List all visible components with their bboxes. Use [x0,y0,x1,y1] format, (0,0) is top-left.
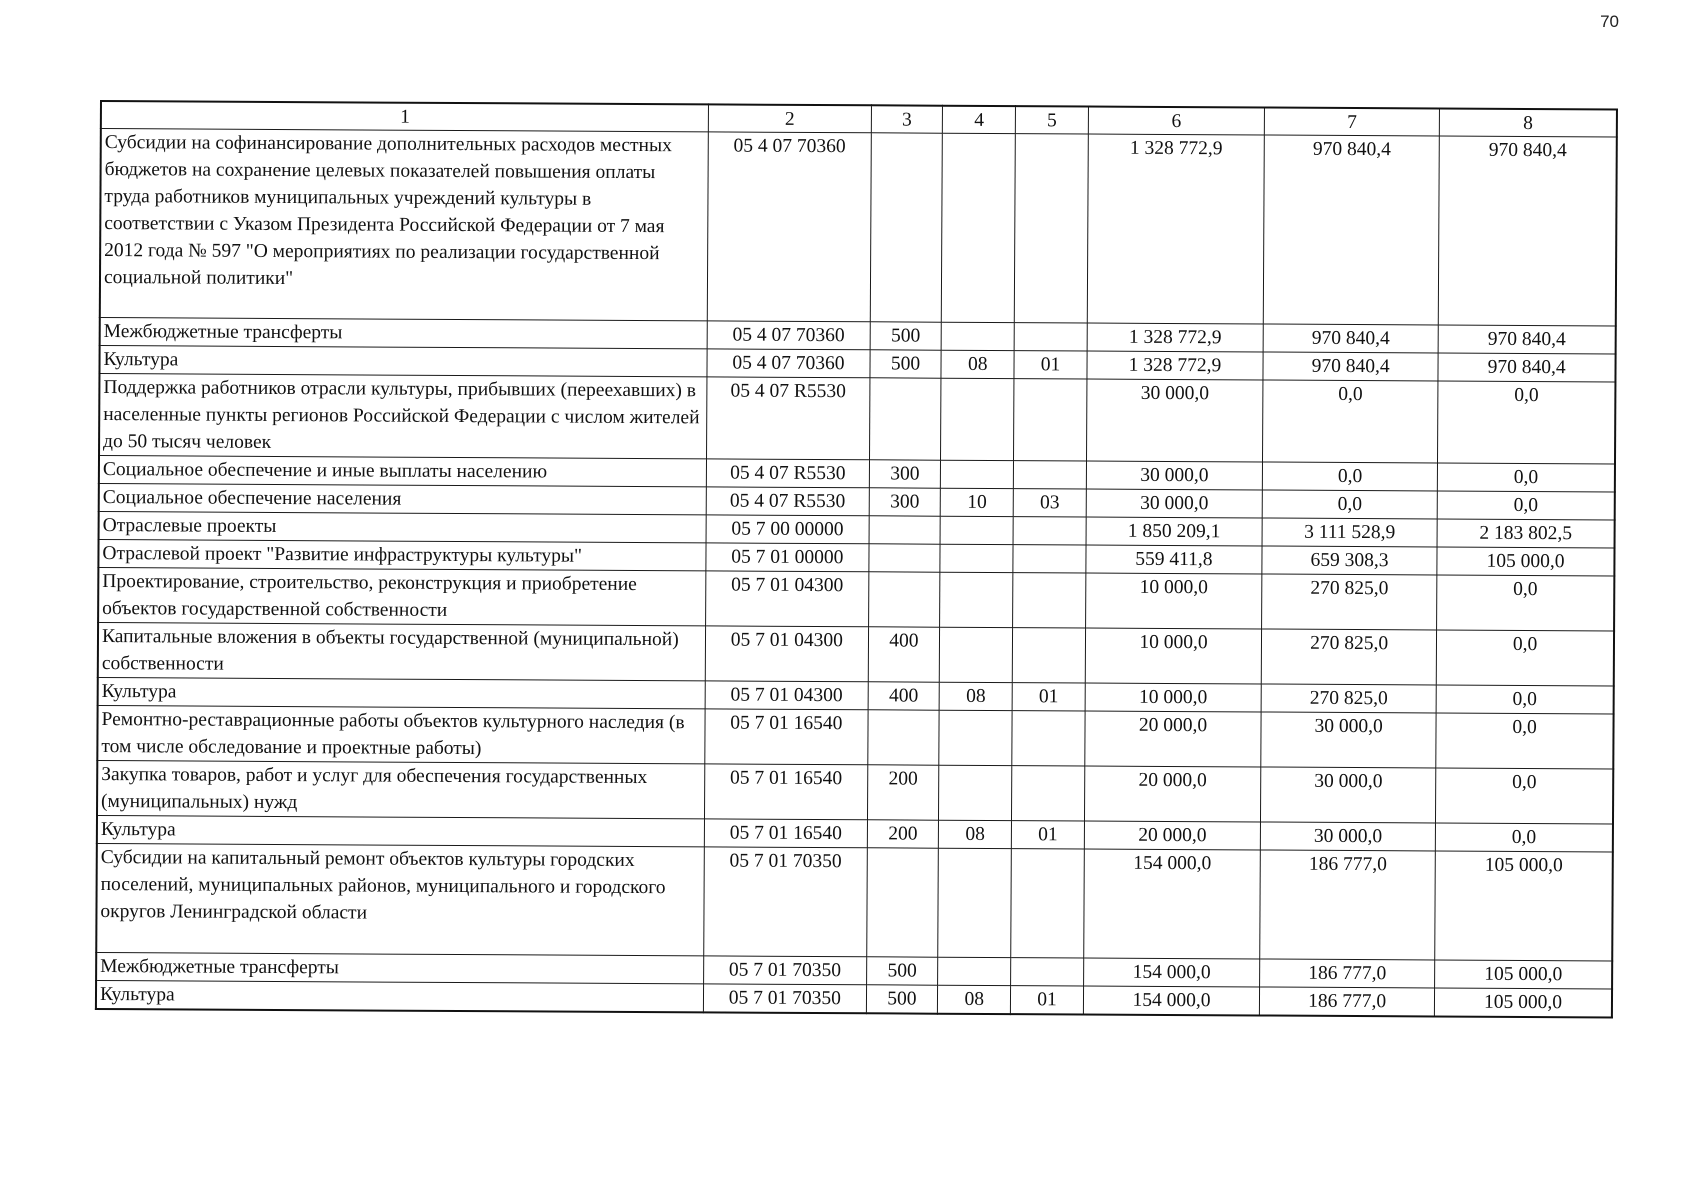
row-col-6: 154 000,0 [1084,849,1261,959]
row-col-6: 30 000,0 [1086,461,1262,490]
row-name: Отраслевые проекты [99,511,707,542]
table-row [97,760,1613,823]
row-name: Субсидии на софинансирование дополнительных расходов местных бюджетов на сохранение целевых показателей повышения оплаты труда работников муниципальных учреждений культуры в соответствии с Указом Президента Российской Федерации от 7 мая 2012 года № 597 "О мероприятиях по реализации государственной социальной политики" [100,129,709,321]
row-col-5 [1013,517,1086,545]
row-col-5 [1013,461,1086,489]
row-col-4 [938,957,1011,985]
row-col-3 [868,572,940,627]
row-col-4 [939,765,1012,820]
row-code: 05 4 07 R5530 [706,487,869,516]
row-col-4 [938,848,1011,957]
row-code: 05 7 01 70350 [704,984,867,1013]
table-row [99,374,1615,464]
row-col-3 [866,848,938,957]
row-code: 05 7 01 04300 [706,571,869,627]
row-col-4 [940,544,1013,572]
row-col-8: 970 840,4 [1438,353,1615,382]
row-code: 05 4 07 R5530 [707,459,870,488]
row-col-5: 01 [1011,821,1084,849]
row-col-7: 970 840,4 [1263,324,1438,353]
row-name: Межбюджетные трансферты [96,952,704,983]
row-col-6: 154 000,0 [1083,986,1259,1015]
column-header: 4 [943,106,1016,134]
row-name: Субсидии на капитальный ремонт объектов культуры городских поселений, муниципальных районов, муниципального и городского округов Ленинградской области [96,843,704,955]
row-col-7: 0,0 [1263,380,1439,463]
row-col-6: 1 850 209,1 [1086,517,1262,546]
row-col-5 [1014,134,1088,323]
row-col-8: 2 183 802,5 [1437,519,1614,548]
row-name: Ремонтно-реставрационные работы объектов культурного наследия (в том числе обследование и проектные работы) [97,705,705,763]
page-number: 70 [1600,12,1619,31]
row-code: 05 7 01 70350 [704,847,867,957]
row-code: 05 7 01 00000 [706,543,869,572]
row-col-3 [867,710,939,765]
row-code: 05 7 01 16540 [704,819,867,848]
row-col-7: 270 825,0 [1261,684,1436,713]
row-col-6: 20 000,0 [1084,766,1260,822]
row-col-7: 30 000,0 [1261,712,1436,768]
row-code: 05 4 07 70360 [707,349,870,378]
row-col-8: 0,0 [1437,491,1614,520]
column-header: 3 [871,105,943,133]
row-col-4 [941,460,1014,488]
column-header: 1 [101,101,709,132]
row-col-5 [1012,711,1085,766]
row-name: Социальное обеспечение населения [99,483,707,514]
row-code: 05 7 01 04300 [705,626,868,682]
row-col-5 [1012,628,1085,683]
column-header: 6 [1088,107,1264,135]
table-row [96,843,1613,960]
row-col-7: 186 777,0 [1260,959,1435,988]
budget-sheet [95,100,1618,1018]
row-col-6: 10 000,0 [1085,573,1261,629]
row-col-5 [1012,766,1085,821]
row-col-7: 270 825,0 [1261,629,1436,685]
column-header: 5 [1015,106,1088,134]
table-row [100,129,1617,326]
column-header: 7 [1264,108,1439,136]
row-name: Проектирование, строительство, реконструкция и приобретение объектов государственной собственности [98,567,706,625]
row-col-6: 30 000,0 [1086,489,1262,518]
row-col-6: 1 328 772,9 [1087,351,1263,380]
row-col-7: 0,0 [1262,490,1437,519]
table-row [98,567,1614,630]
budget-table [95,100,1618,1018]
row-col-6: 10 000,0 [1085,683,1261,712]
column-header: 8 [1440,108,1617,136]
row-col-8: 970 840,4 [1438,325,1615,354]
row-col-6: 1 328 772,9 [1087,134,1264,324]
row-col-4 [940,572,1013,627]
row-code: 05 4 07 70360 [707,132,871,322]
column-header: 2 [708,104,871,132]
row-col-4 [940,627,1013,682]
row-code: 05 4 07 R5530 [707,377,870,460]
row-col-3: 300 [869,488,941,516]
row-col-5: 01 [1014,351,1087,379]
row-col-5: 01 [1012,683,1085,711]
row-name: Поддержка работников отрасли культуры, прибывших (переехавших) в населенные пункты регионов Российской Федерации с числом жителей до 50 тысяч человек [99,374,707,459]
row-col-5 [1013,573,1086,628]
table-row [97,705,1613,768]
row-col-6: 154 000,0 [1083,958,1259,987]
row-col-5 [1013,545,1086,573]
row-col-3: 200 [867,820,939,848]
row-col-4 [941,378,1014,460]
row-col-7: 186 777,0 [1259,987,1434,1016]
row-col-3: 400 [868,627,940,682]
row-col-5: 03 [1013,489,1086,517]
row-name: Межбюджетные трансферты [100,318,708,349]
row-col-4 [940,516,1013,544]
row-col-5 [1011,958,1084,986]
row-col-3: 500 [870,350,942,378]
row-col-7: 970 840,4 [1263,135,1439,325]
row-col-4: 08 [939,820,1012,848]
row-code: 05 4 07 70360 [707,321,870,350]
row-name: Капитальные вложения в объекты государственной (муниципальной) собственности [98,622,706,680]
row-name: Культура [99,346,707,377]
row-name: Социальное обеспечение и иные выплаты населению [99,456,707,487]
row-col-7: 970 840,4 [1263,352,1438,381]
row-col-6: 30 000,0 [1086,379,1263,462]
row-col-8: 0,0 [1437,575,1615,631]
row-col-3: 300 [869,460,941,488]
row-col-5 [1014,379,1087,461]
row-col-4: 10 [941,488,1014,516]
row-code: 05 7 01 16540 [705,764,868,820]
row-col-7: 270 825,0 [1262,574,1437,630]
row-col-6: 20 000,0 [1085,711,1261,767]
row-col-4 [942,133,1016,322]
row-col-7: 0,0 [1262,462,1437,491]
row-col-3: 500 [870,322,942,350]
row-col-3 [870,133,943,322]
row-name: Культура [97,815,705,846]
row-col-7: 3 111 528,9 [1262,518,1437,547]
row-col-5: 01 [1011,986,1084,1015]
row-col-3: 500 [866,957,938,985]
row-col-6: 20 000,0 [1084,821,1260,850]
row-col-8: 0,0 [1438,463,1615,492]
row-col-3 [869,378,941,460]
row-col-5 [1014,323,1087,351]
row-col-4 [941,322,1014,350]
row-col-4: 08 [941,350,1014,378]
row-col-8: 0,0 [1436,630,1614,686]
row-col-5 [1011,849,1084,958]
row-col-8: 970 840,4 [1438,136,1616,326]
row-col-8: 105 000,0 [1435,851,1613,961]
table-row [98,622,1614,685]
row-col-3: 200 [867,765,939,820]
row-col-3: 500 [866,985,938,1014]
row-code: 05 7 01 16540 [705,709,868,765]
row-col-4: 08 [939,682,1012,710]
row-col-8: 105 000,0 [1437,547,1614,576]
row-col-7: 659 308,3 [1262,546,1437,575]
row-col-8: 0,0 [1436,823,1613,852]
row-code: 05 7 01 04300 [705,681,868,710]
row-col-4 [939,710,1012,765]
row-col-8: 0,0 [1436,713,1614,769]
row-name: Отраслевой проект "Развитие инфраструктуры культуры" [98,539,706,570]
row-name: Закупка товаров, работ и услуг для обеспечения государственных (муниципальных) нужд [97,760,705,818]
row-name: Культура [98,677,706,708]
row-col-6: 1 328 772,9 [1087,323,1263,352]
row-col-7: 30 000,0 [1260,822,1435,851]
row-col-8: 0,0 [1436,685,1613,714]
row-col-3 [869,516,941,544]
row-col-3: 400 [868,682,940,710]
row-col-7: 186 777,0 [1260,850,1436,960]
row-col-6: 559 411,8 [1086,545,1262,574]
row-col-7: 30 000,0 [1261,767,1436,823]
row-name: Культура [96,980,704,1012]
row-col-8: 105 000,0 [1435,988,1612,1017]
row-col-8: 0,0 [1436,768,1614,824]
row-col-8: 105 000,0 [1435,960,1612,989]
row-code: 05 7 01 70350 [704,956,867,985]
row-col-3 [868,544,940,572]
row-col-4: 08 [938,985,1011,1014]
row-col-8: 0,0 [1438,381,1616,464]
row-code: 05 7 00 00000 [706,515,869,544]
row-col-6: 10 000,0 [1085,628,1261,684]
